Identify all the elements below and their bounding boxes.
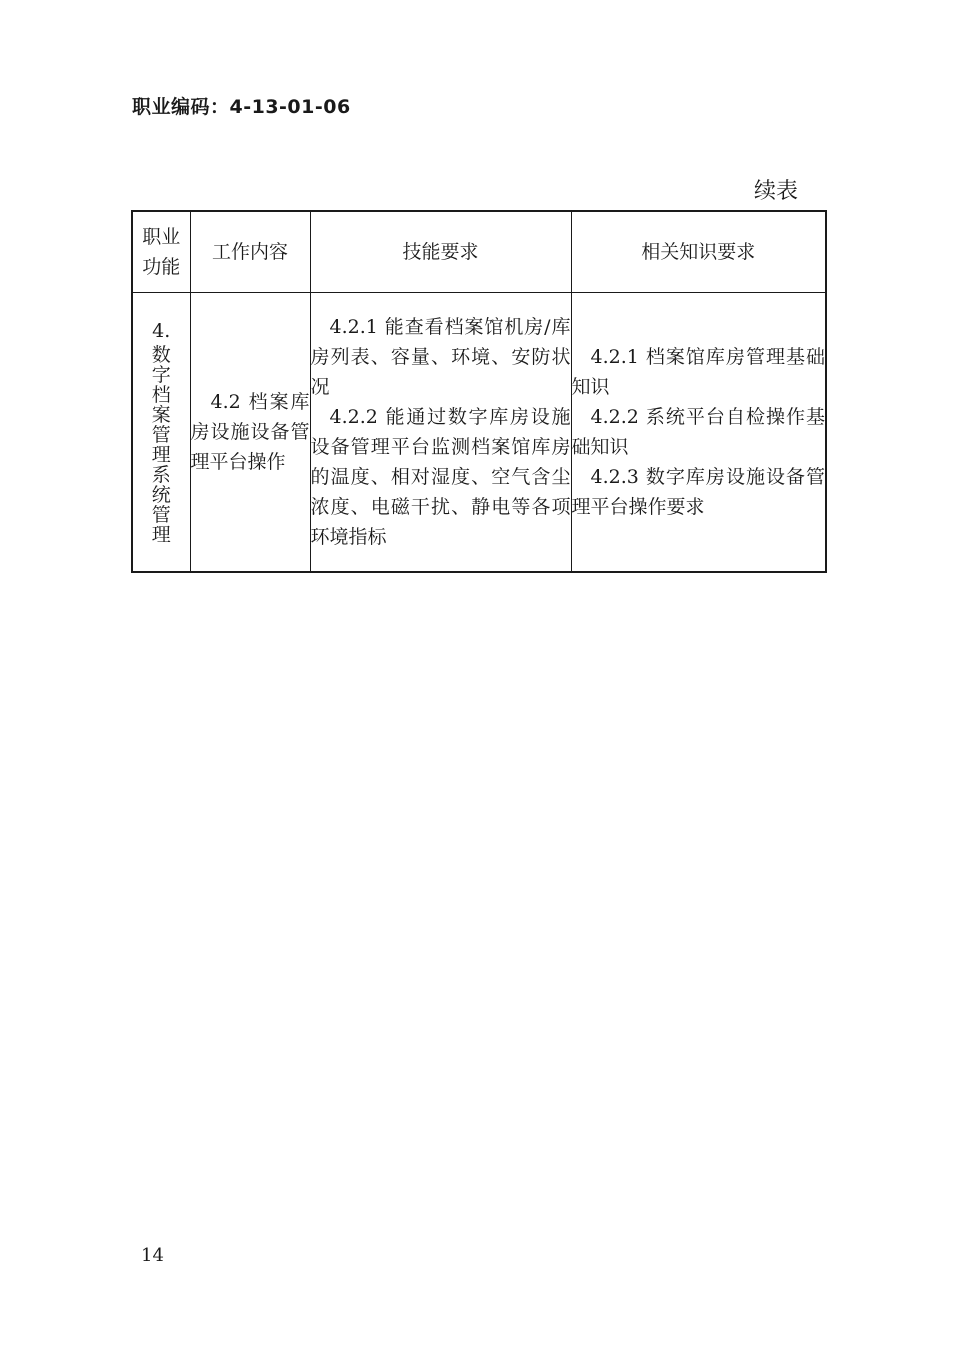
header-function-line1: 职业 (142, 225, 181, 248)
function-cell (132, 292, 190, 572)
continued-table-label: 续表 (754, 179, 799, 204)
work-content-cell: 4.2 档案库房设施设备管理平台操作 (190, 292, 310, 572)
occupation-code: 职业编码：4-13-01-06 (132, 96, 351, 118)
skill-item: 4.2.1 能查看档案馆机房/库房列表、容量、环境、安防状况 (310, 315, 571, 398)
function-number: 4. (152, 319, 171, 342)
header-function-line2: 功能 (142, 255, 181, 278)
function-name: 数字档案管理系统管理 (151, 343, 171, 546)
table-row (132, 292, 826, 572)
table-header-row (132, 211, 826, 292)
page-number: 14 (141, 1245, 164, 1266)
skills-cell (310, 292, 571, 572)
knowledge-item: 4.2.2 系统平台自检操作基础知识 (571, 405, 825, 458)
header-function (132, 211, 190, 292)
knowledge-item: 4.2.3 数字库房设施设备管理平台操作要求 (571, 465, 825, 518)
header-skill-requirements: 技能要求 (310, 211, 571, 292)
skill-item: 4.2.2 能通过数字库房设施设备管理平台监测档案馆库房的温度、相对湿度、空气含尘浓度、电磁干扰、静电等各项环境指标 (310, 405, 571, 548)
knowledge-cell (571, 292, 826, 572)
skill-requirements-table (131, 210, 827, 573)
header-work-content: 工作内容 (190, 211, 310, 292)
knowledge-item: 4.2.1 档案馆库房管理基础知识 (571, 345, 825, 398)
header-knowledge-requirements: 相关知识要求 (571, 211, 826, 292)
